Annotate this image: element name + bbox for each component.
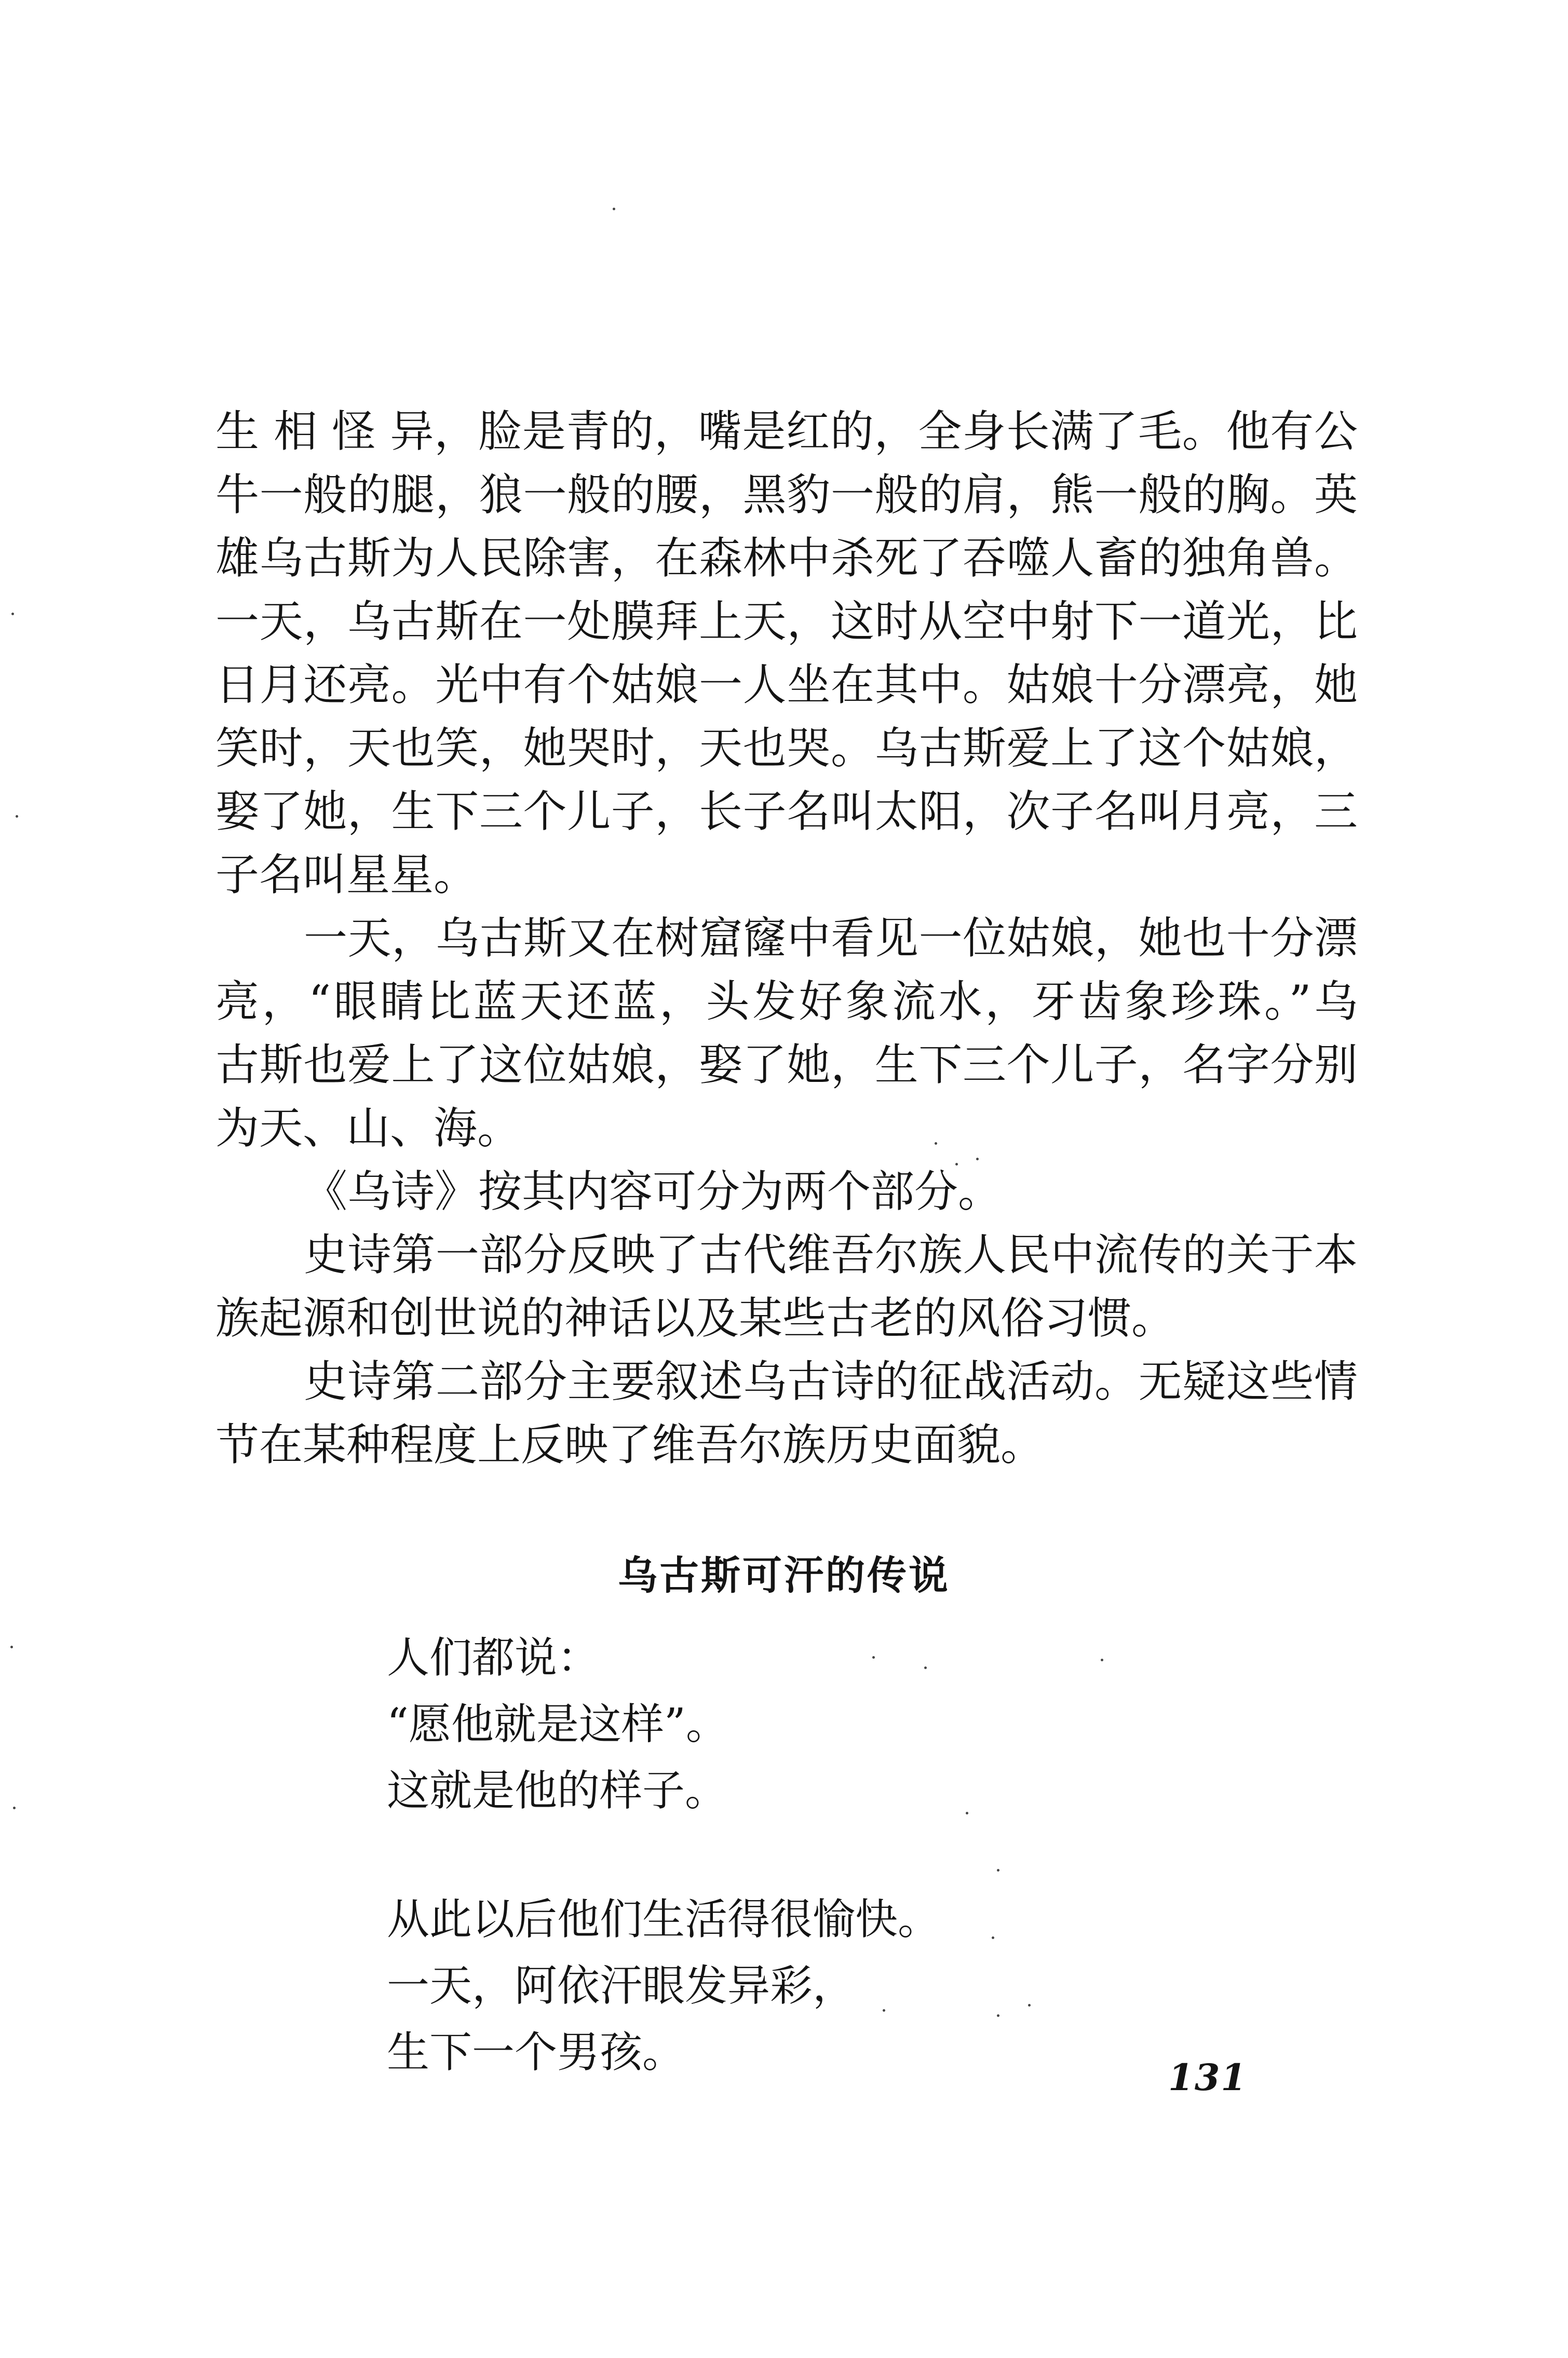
body-line: 娶了她，生下三个儿子，长子名叫太阳，次子名叫月亮，三 [215,786,1358,837]
page-number: 131 [1168,2056,1248,2099]
paragraph-start-line: 史诗第二部分主要叙述乌古诗的征战活动。无疑这些情 [304,1356,1358,1407]
scan-speck [16,815,18,818]
scan-speck [872,1656,875,1659]
body-line: 古斯也爱上了这位姑娘，娶了她，生下三个儿子，名字分别 [215,1039,1358,1090]
scan-speck [924,1666,927,1669]
verse-block [387,1625,1218,2086]
paragraph-start-line: 史诗第一部分反映了古代维吾尔族人民中流传的关于本 [304,1229,1358,1280]
section-title: 乌古斯可汗的传说 [618,1552,950,1598]
body-line: 笑时，天也笑，她哭时，天也哭。乌古斯爱上了这个姑娘， [215,723,1358,774]
body-line: 牛一般的腿，狼一般的腰，黑豹一般的肩，熊一般的胸。英 [215,469,1358,520]
scan-speck [992,1936,994,1939]
scan-speck [11,613,14,615]
body-line: 族起源和创世说的神话以及某些古老的风俗习惯。 [215,1293,1175,1344]
body-line: 一天，乌古斯在一处膜拜上天，这时从空中射下一道光，比 [215,596,1358,647]
scan-speck [1028,2004,1031,2007]
body-line: 亮，“眼睛比蓝天还蓝，头发好象流水，牙齿象珍珠。”乌 [215,976,1358,1027]
body-line: 生 相 怪 异，脸是青的，嘴是红的，全身长满了毛。他有公 [215,406,1358,457]
verse-line: 这就是他的样子。 [387,1766,728,1815]
verse-line: 一天，阿依汗眼发异彩， [387,1961,856,2011]
scan-speck [613,208,615,210]
scan-speck [966,1812,968,1814]
scan-speck [10,1646,13,1648]
scan-speck [13,1807,16,1809]
scan-speck [1101,1659,1103,1661]
body-line: 日月还亮。光中有个姑娘一人坐在其中。姑娘十分漂亮，她 [215,659,1358,710]
verse-line: “愿他就是这样”。 [387,1700,728,1749]
body-line: 为天、山、海。 [215,1103,521,1154]
body-text [215,400,1358,1476]
scan-speck [935,1142,937,1145]
paragraph-start-line: 《乌诗》按其内容可分为两个部分。 [304,1166,1002,1217]
scan-speck [955,1163,958,1166]
verse-line: 人们都说： [387,1633,600,1683]
paragraph-start-line: 一天，乌古斯又在树窟窿中看见一位姑娘，她也十分漂 [304,913,1358,964]
stanza-break [387,1824,1218,1887]
scan-speck [976,1158,979,1160]
verse-line: 从此以后他们生活得很愉快。 [387,1895,941,1944]
scan-speck [997,2014,999,2017]
body-line: 子名叫星星。 [215,849,478,900]
body-line: 雄乌古斯为人民除害，在森林中杀死了吞噬人畜的独角兽。 [215,533,1358,584]
scan-speck [883,2009,885,2012]
body-line: 节在某种程度上反映了维吾尔族历史面貌。 [215,1419,1045,1470]
verse-line: 生下一个男孩。 [387,2028,685,2077]
scan-speck [997,1869,999,1872]
